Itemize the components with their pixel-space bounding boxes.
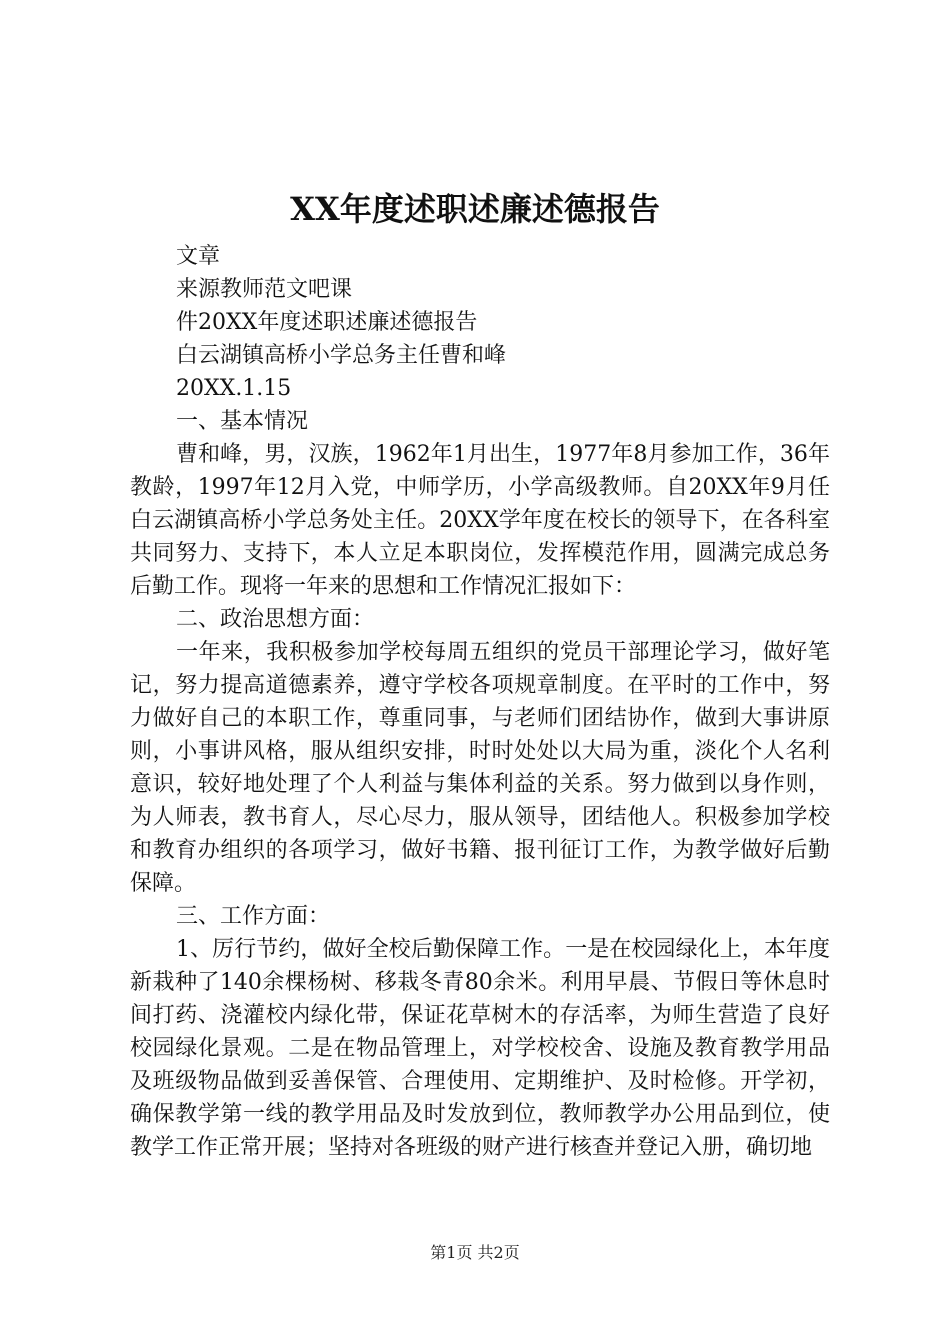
page-footer: 第1页 共2页 — [430, 1243, 520, 1262]
section-heading: 一、基本情况 — [176, 409, 309, 434]
paragraph: 一年来，我积极参加学校每周五组织的党员干部理论学习，做好笔记，努力提高道德素养，遵守学校各项规章制度。在平时的工作中，努力做好自己的本职工作，尊重同事，与老师们团结协作，做到大事讲原则，小事讲风格，服从组织安排，时时处处以大局为重，淡化个人名利意识，较好地处理了个人利益与集体利益的关系。努力做到以身作则，为人师表，教书育人，尽心尽力，服从领导，团结他人。积极参加学校和教育办组织的各项学习，做好书籍、报刊征订工作，为教学做好后勤保障。 — [130, 640, 830, 896]
date-line: 20XX.1.15 — [176, 376, 292, 401]
paragraph: 曹和峰，男，汉族，1962年1月出生，1977年8月参加工作，36年教龄，1997年12月入党，中师学历，小学高级教师。自20XX年9月任白云湖镇高桥小学总务处主任。20XX学年度在校长的领导下，在各科室共同努力、支持下，本人立足本职岗位，发挥模范作用，圆满完成总务后勤工作。现将一年来的思想和工作情况汇报如下： — [130, 442, 830, 599]
paragraph: 白云湖镇高桥小学总务主任曹和峰 — [176, 343, 507, 368]
paragraph: 文章 — [176, 244, 221, 269]
paragraph: 1、厉行节约，做好全校后勤保障工作。一是在校园绿化上，本年度新栽种了140余棵杨树、移栽冬青80余米。利用早晨、节假日等休息时间打药、浇灌校内绿化带，保证花草树木的存活率，为师生营造了良好校园绿化景观。二是在物品管理上，对学校校舍、设施及教育教学用品及班级物品做到妥善保管、合理使用、定期维护、及时检修。开学初，确保教学第一线的教学用品及时发放到位，教师教学办公用品到位，使教学工作正常开展；坚持对各班级的财产进行核查并登记入册，确切地 — [130, 937, 830, 1160]
paragraph: 来源教师范文吧课 — [176, 277, 353, 302]
document-body — [130, 240, 830, 1164]
section-heading: 三、工作方面： — [176, 904, 331, 929]
paragraph: 件20XX年度述职述廉述德报告 — [176, 310, 478, 335]
section-heading: 二、政治思想方面： — [176, 607, 375, 632]
document-title: XX年度述职述廉述德报告 — [290, 190, 660, 228]
